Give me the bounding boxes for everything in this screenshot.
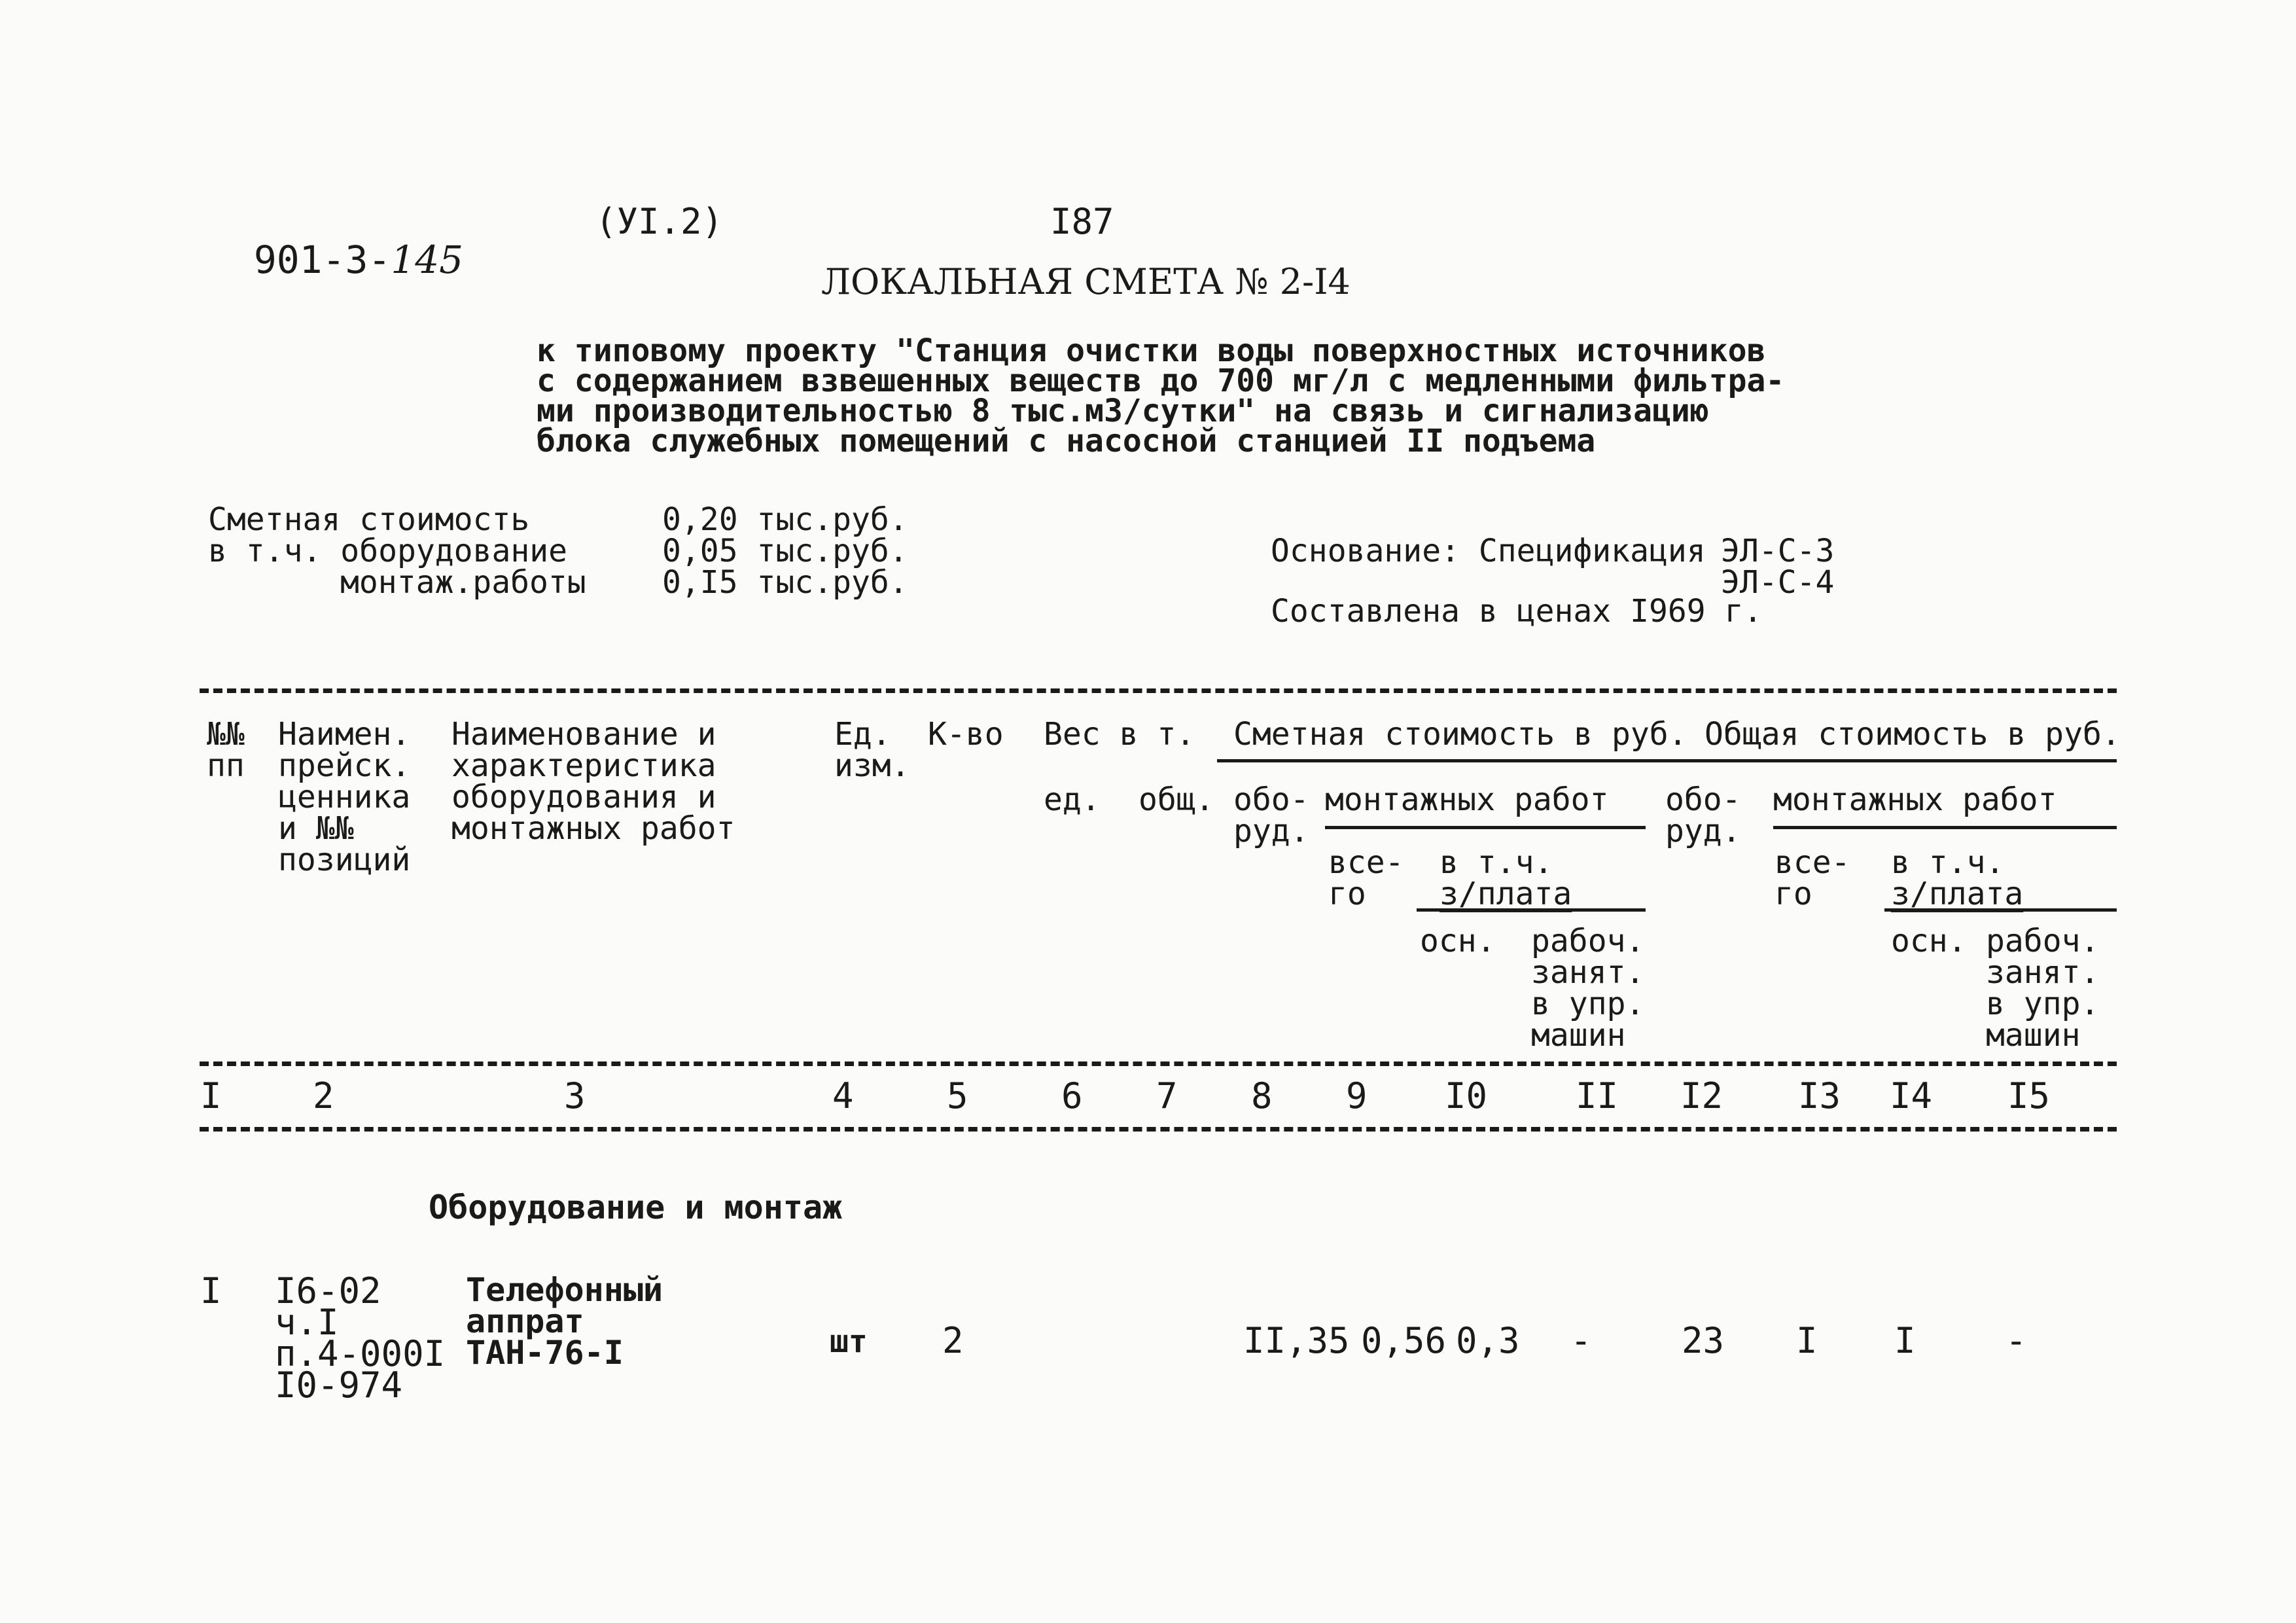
basis-spec-1: ЭЛ-С-3: [1721, 533, 1835, 569]
prices-basis: Составлена в ценах I969 г.: [1271, 593, 1763, 630]
row-1-total-mounting: I: [1796, 1320, 1818, 1361]
column-number-15: I5: [2007, 1075, 2051, 1116]
header-basic-est: осн.: [1420, 923, 1496, 959]
header-incl-est-line1: в т.ч.: [1439, 844, 1553, 881]
header-machine-total-line2: занят.: [1986, 954, 2100, 991]
header-machine-total-line4: машин: [1986, 1017, 2081, 1054]
header-mount-total: монтажных работ: [1773, 781, 2057, 818]
column-number-13: I3: [1798, 1075, 1841, 1116]
basis-spec-2: ЭЛ-С-4: [1721, 564, 1835, 601]
row-1-quantity: 2: [942, 1320, 964, 1361]
row-1-name-1: Телефонный: [466, 1271, 663, 1309]
header-weight-total: общ.: [1139, 781, 1214, 818]
column-number-4: 4: [832, 1075, 854, 1116]
table-top-rule: [200, 688, 2117, 693]
header-col4-line1: Ед.: [834, 716, 891, 753]
row-1-total-mounting-machine-wage: -: [2005, 1320, 2027, 1361]
row-1-price-ref-4: I0-974: [275, 1364, 403, 1406]
row-1-price-ref-2: ч.I: [275, 1302, 339, 1343]
document-title: ЛОКАЛЬНАЯ СМЕТА № 2-I4: [821, 261, 1351, 302]
header-incl-total-line1: в т.ч.: [1891, 844, 2005, 881]
header-col1-line1: №№: [207, 716, 245, 753]
header-all-est-line1: все-: [1328, 844, 1404, 881]
row-1-unit: шт: [830, 1323, 868, 1360]
row-1-total-mounting-basic-wage: I: [1894, 1320, 1916, 1361]
column-number-12: I2: [1680, 1075, 1723, 1116]
subtitle-line-4: блока служебных помещений с насосной станцией II подъема: [537, 423, 1596, 459]
header-col4-line2: изм.: [834, 747, 910, 784]
header-machine-est-line1: рабоч.: [1531, 923, 1645, 959]
header-col2-line2: прейск.: [278, 747, 411, 784]
header-col2-line1: Наимен.: [278, 716, 411, 753]
row-1-mounting-total: 0,56: [1361, 1320, 1447, 1361]
page-number: I87: [1050, 201, 1114, 242]
header-weight: Вес в т.: [1044, 716, 1195, 753]
header-all-est-line2: го: [1328, 876, 1366, 912]
column-number-5: 5: [947, 1075, 968, 1116]
column-number-7: 7: [1156, 1075, 1178, 1116]
header-bottom-rule: [200, 1061, 2117, 1066]
column-numbers-rule: [200, 1127, 2117, 1132]
header-equip-total-line2: руд.: [1665, 813, 1741, 849]
header-col1-line2: пп: [207, 747, 245, 784]
doc-code-prefix: 901-3-: [253, 238, 391, 282]
subtitle-line-3: ми производительностью 8 тыс.м3/сутки" на связь и сигнализацию: [537, 393, 1709, 429]
section-title: Оборудование и монтаж: [429, 1188, 843, 1226]
cost-value-equipment: 0,05 тыс.руб.: [662, 533, 908, 569]
cost-value-total: 0,20 тыс.руб.: [662, 501, 908, 538]
header-rule-cost: [1217, 759, 2117, 762]
header-col3-line4: монтажных работ: [451, 810, 735, 847]
cost-label-total: Сметная стоимость: [208, 501, 530, 538]
cost-label-mounting: монтаж.работы: [340, 564, 586, 601]
header-rule-mount-total: [1773, 826, 2117, 829]
header-all-total-line1: все-: [1775, 844, 1850, 881]
column-number-10: I0: [1445, 1075, 1488, 1116]
column-number-9: 9: [1346, 1075, 1368, 1116]
column-number-8: 8: [1251, 1075, 1273, 1116]
header-col3-line3: оборудования и: [451, 779, 716, 815]
section-code: (УI.2): [595, 201, 724, 242]
basis-label: Основание: Спецификация: [1271, 533, 1706, 569]
header-rule-mount-est: [1325, 826, 1646, 829]
subtitle-line-1: к типовому проекту "Станция очистки воды поверхностных источников: [537, 332, 1766, 369]
subtitle-line-2: с содержанием взвешенных веществ до 700 мг/л с медленными фильтра-: [537, 363, 1785, 399]
row-1-equipment-cost: II,35: [1243, 1320, 1350, 1361]
column-number-2: 2: [313, 1075, 334, 1116]
header-mount-est: монтажных работ: [1325, 781, 1609, 818]
header-machine-est-line2: занят.: [1531, 954, 1645, 991]
header-col2-line3: ценника: [278, 779, 411, 815]
header-col3-line2: характеристика: [451, 747, 716, 784]
header-col5: К-во: [928, 716, 1004, 753]
column-number-14: I4: [1890, 1075, 1933, 1116]
header-col3-line1: Наименование и: [451, 716, 716, 753]
row-1-price-ref-1: I6-02: [275, 1270, 381, 1311]
column-number-6: 6: [1061, 1075, 1083, 1116]
header-col2-line4: и №№: [278, 810, 354, 847]
header-basic-total: осн.: [1891, 923, 1967, 959]
column-number-3: 3: [564, 1075, 586, 1116]
header-all-total-line2: го: [1775, 876, 1812, 912]
column-number-11: II: [1576, 1075, 1619, 1116]
header-col2-line5: позиций: [278, 842, 411, 878]
header-estimated-cost: Сметная стоимость в руб.: [1233, 716, 1687, 753]
header-equip-est-line1: обо-: [1233, 781, 1309, 818]
cost-value-mounting: 0,I5 тыс.руб.: [662, 564, 908, 601]
header-total-cost: Общая стоимость в руб.: [1704, 716, 2121, 753]
cost-label-equipment: в т.ч. оборудование: [208, 533, 568, 569]
doc-code-handwritten: 145: [391, 238, 464, 282]
row-1-mounting-machine-wage: -: [1570, 1320, 1592, 1361]
header-machine-total-line3: в упр.: [1986, 986, 2100, 1022]
row-1-name-3: ТАН-76-I: [466, 1334, 624, 1372]
row-1-name-2: аппрат: [466, 1302, 584, 1340]
header-machine-est-line4: машин: [1531, 1017, 1626, 1054]
row-1-mounting-basic-wage: 0,3: [1456, 1320, 1520, 1361]
doc-code: [208, 203, 464, 282]
header-equip-total-line1: обо-: [1665, 781, 1741, 818]
row-1-price-ref-3: п.4-000I: [275, 1333, 446, 1374]
header-incl-total-line2: з/плата: [1891, 876, 2024, 912]
header-equip-est-line2: руд.: [1233, 813, 1309, 849]
header-machine-total-line1: рабоч.: [1986, 923, 2100, 959]
header-incl-est-line2: з/плата: [1439, 876, 1572, 912]
row-1-number: I: [200, 1270, 222, 1311]
header-weight-unit: ед.: [1044, 781, 1101, 818]
row-1-total-equipment: 23: [1682, 1320, 1725, 1361]
header-machine-est-line3: в упр.: [1531, 986, 1645, 1022]
column-number-1: I: [200, 1075, 222, 1116]
